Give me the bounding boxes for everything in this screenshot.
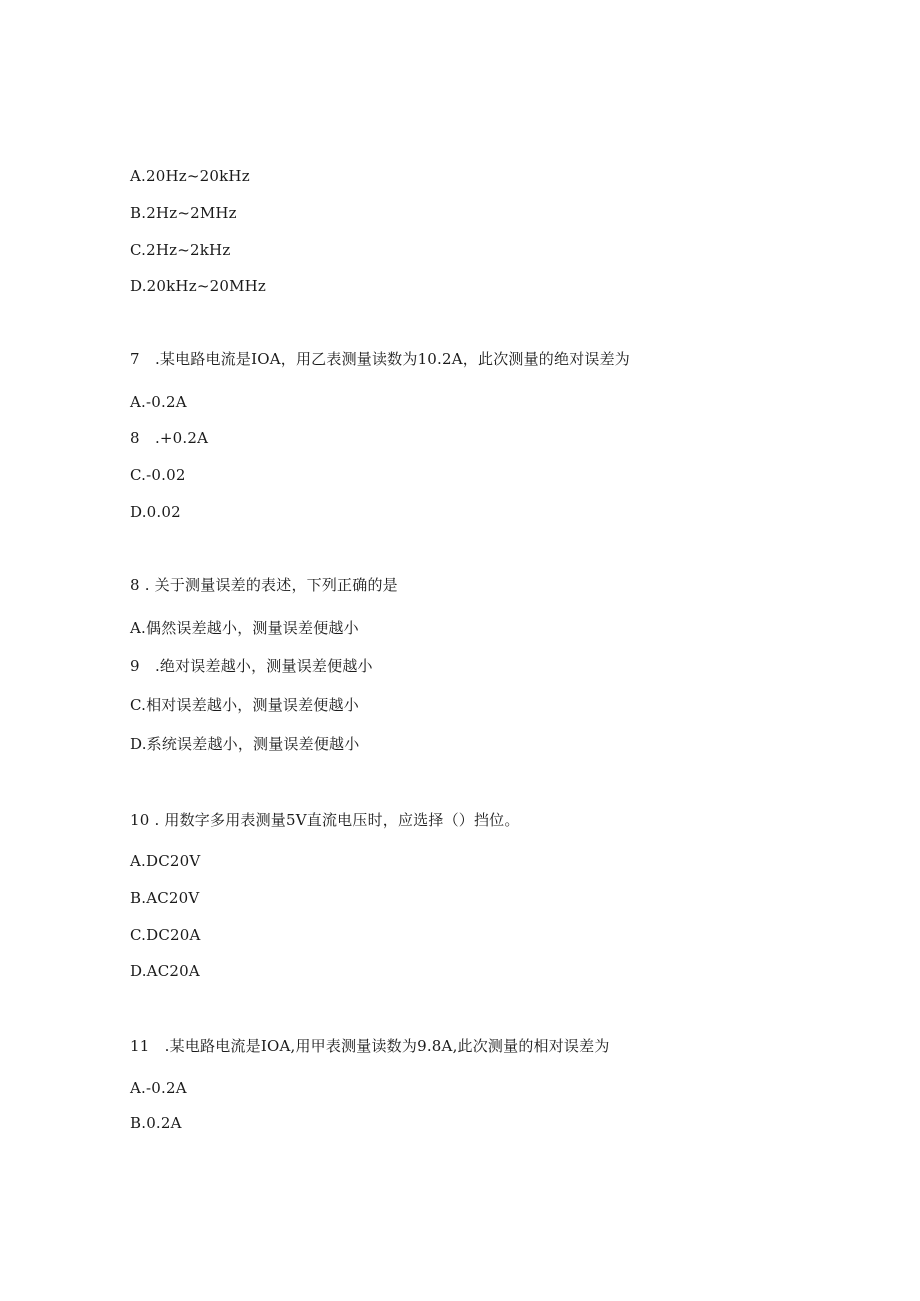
question-11-option-b: B.0.2A [130,1114,182,1132]
question-8-option-a: A.偶然误差越小，测量误差便越小 [130,619,359,637]
question-8-option-b: 9 .绝对误差越小，测量误差便越小 [130,657,373,675]
option-c-frequency: C.2Hz~2kHz [130,241,231,259]
question-10-option-c: C.DC20A [130,926,201,944]
question-7-option-d: D.0.02 [130,503,181,521]
question-10: 10 . 用数字多用表测量5V直流电压时，应选择（）挡位。 [130,811,520,829]
question-10-option-b: B.AC20V [130,889,200,907]
question-11: 11 .某电路电流是IOA,用甲表测量读数为9.8A,此次测量的相对误差为 [130,1037,610,1055]
question-8-option-c: C.相对误差越小，测量误差便越小 [130,696,359,714]
option-a-frequency: A.20Hz~20kHz [130,167,250,185]
question-8-option-d: D.系统误差越小，测量误差便越小 [130,735,360,753]
question-10-option-d: D.AC20A [130,962,200,980]
question-7-option-c: C.-0.02 [130,466,186,484]
question-7-option-a: A.-0.2A [130,393,187,411]
question-11-option-a: A.-0.2A [130,1079,187,1097]
option-d-frequency: D.20kHz~20MHz [130,277,267,295]
question-7-option-b: 8 .+0.2A [130,429,209,447]
option-b-frequency: B.2Hz~2MHz [130,204,237,222]
question-10-option-a: A.DC20V [130,852,201,870]
question-7: 7 .某电路电流是IOA，用乙表测量读数为10.2A，此次测量的绝对误差为 [130,350,631,368]
question-8: 8 . 关于测量误差的表述，下列正确的是 [130,576,398,594]
